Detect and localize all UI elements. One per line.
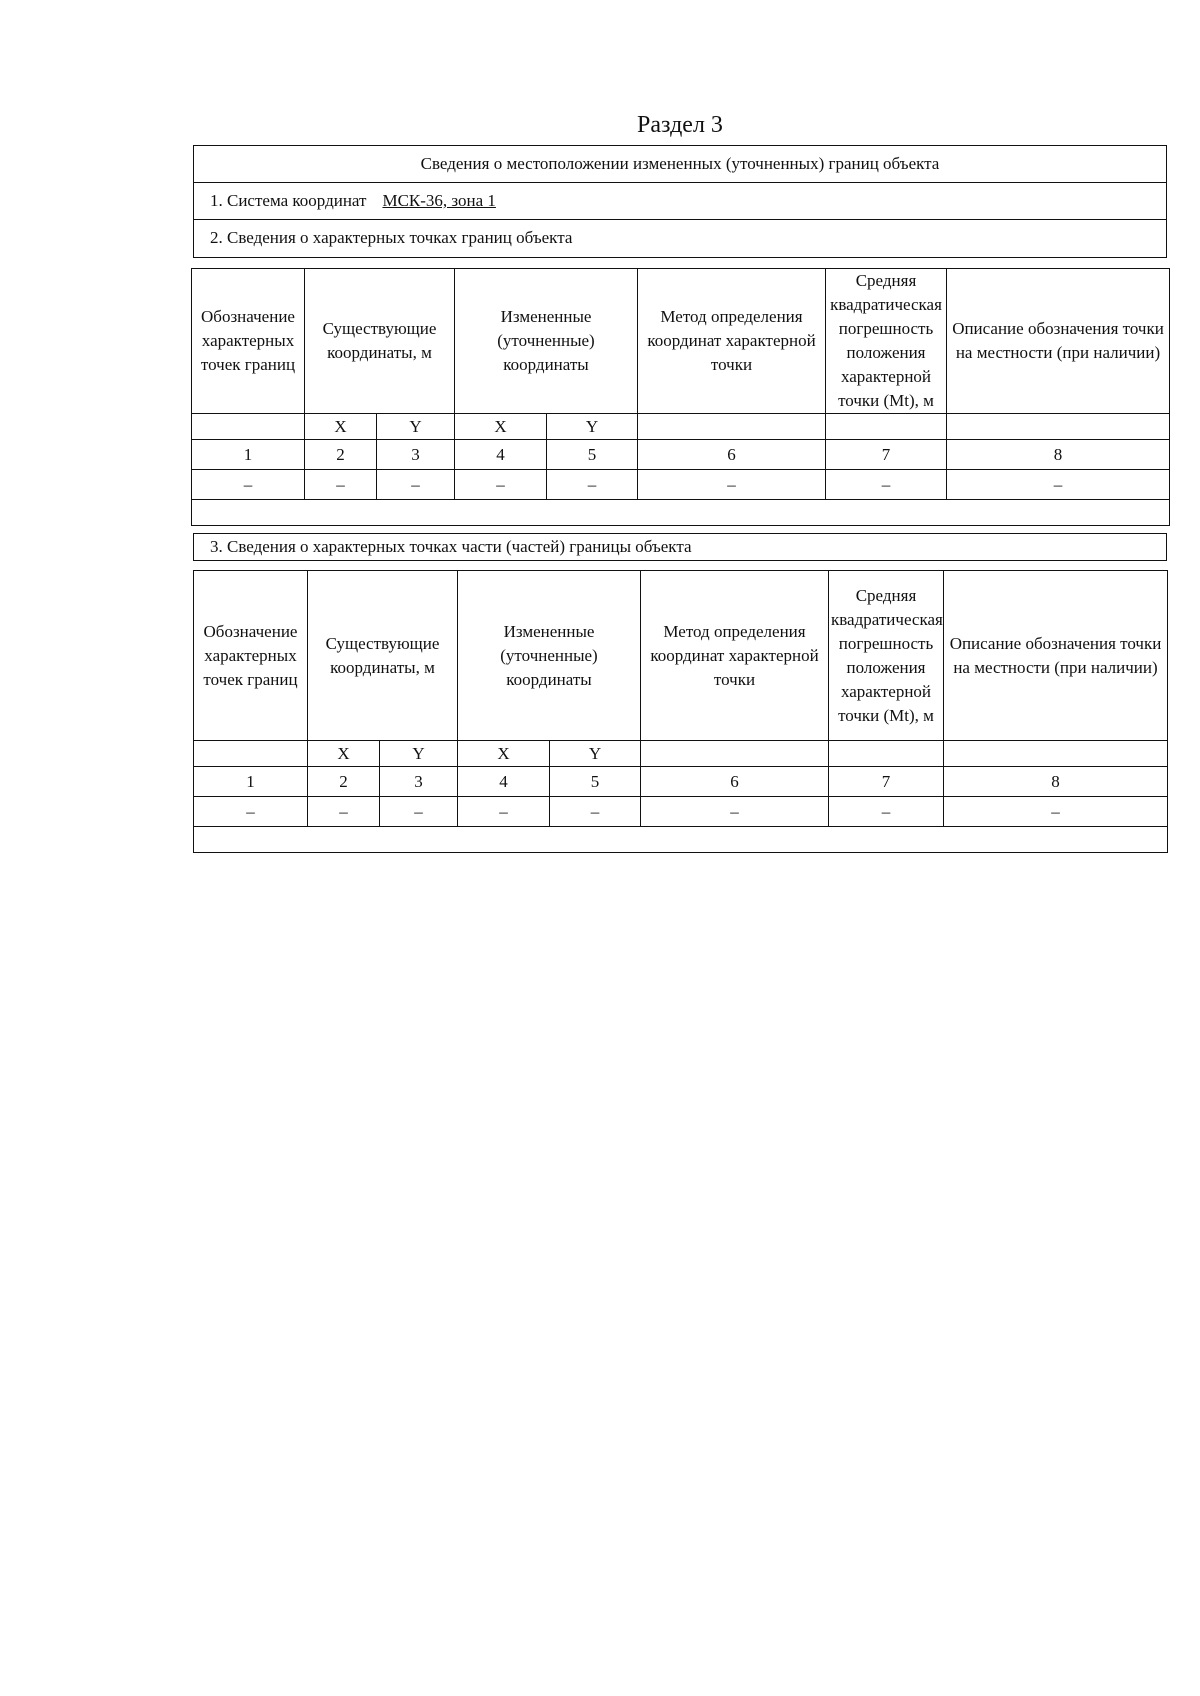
col-number: 4 [455, 440, 547, 470]
col-number: 8 [944, 767, 1168, 797]
section3-label: 3. Сведения о характерных точках части (частей) границы объекта [193, 533, 1167, 561]
xy-empty [826, 414, 947, 440]
points-label: 2. Сведения о характерных точках границ объекта [210, 228, 573, 247]
xy-empty [947, 414, 1170, 440]
col-number: 1 [194, 767, 308, 797]
col-mean-error: Средняя квадратическая погрешность положения характерной точки (Mt), м [826, 269, 947, 414]
coord-system-value: МСК-36, зона 1 [382, 191, 496, 210]
xy-empty [641, 741, 829, 767]
section-title: Раздел 3 [637, 112, 723, 138]
col-description: Описание обозначения точки на местности (при наличии) [947, 269, 1170, 414]
dash-cell: – [455, 470, 547, 500]
boundary-points-table [191, 268, 1170, 526]
dash-cell: – [550, 797, 641, 827]
col-number: 2 [308, 767, 380, 797]
y-header: Y [377, 414, 455, 440]
empty-row [194, 827, 1168, 853]
dash-cell: – [638, 470, 826, 500]
xy-empty [192, 414, 305, 440]
col-description: Описание обозначения точки на местности (при наличии) [944, 571, 1168, 741]
col-changed-coords: Измененные (уточненные) координаты [455, 269, 638, 414]
col-number: 8 [947, 440, 1170, 470]
xy-empty [829, 741, 944, 767]
xy-empty [194, 741, 308, 767]
dash-cell: – [194, 797, 308, 827]
dash-cell: – [308, 797, 380, 827]
col-point-designation: Обозначение характерных точек границ [192, 269, 305, 414]
col-point-designation: Обозначение характерных точек границ [194, 571, 308, 741]
col-method: Метод определения координат характерной точки [638, 269, 826, 414]
dash-cell: – [641, 797, 829, 827]
dash-cell: – [947, 470, 1170, 500]
col-number: 6 [638, 440, 826, 470]
col-number: 6 [641, 767, 829, 797]
dash-cell: – [305, 470, 377, 500]
col-changed-coords: Измененные (уточненные) координаты [458, 571, 641, 741]
header-caption: Сведения о местоположении измененных (уточненных) границ объекта [194, 146, 1166, 183]
col-number: 7 [829, 767, 944, 797]
xy-empty [944, 741, 1168, 767]
x-header: X [308, 741, 380, 767]
dash-cell: – [829, 797, 944, 827]
col-number: 5 [550, 767, 641, 797]
y-header: Y [380, 741, 458, 767]
x-header: X [458, 741, 550, 767]
coord-system-row [194, 183, 1166, 220]
col-method: Метод определения координат характерной точки [641, 571, 829, 741]
col-number: 7 [826, 440, 947, 470]
y-header: Y [550, 741, 641, 767]
dash-cell: – [547, 470, 638, 500]
col-number: 3 [377, 440, 455, 470]
y-header: Y [547, 414, 638, 440]
empty-row [192, 500, 1170, 526]
dash-cell: – [192, 470, 305, 500]
col-number: 2 [305, 440, 377, 470]
dash-cell: – [380, 797, 458, 827]
xy-empty [638, 414, 826, 440]
col-mean-error: Средняя квадратическая погрешность положения характерной точки (Mt), м [829, 571, 944, 741]
x-header: X [305, 414, 377, 440]
col-number: 1 [192, 440, 305, 470]
col-number: 4 [458, 767, 550, 797]
dash-cell: – [944, 797, 1168, 827]
dash-cell: – [458, 797, 550, 827]
col-existing-coords: Существующие координаты, м [305, 269, 455, 414]
dash-cell: – [377, 470, 455, 500]
col-number: 3 [380, 767, 458, 797]
x-header: X [455, 414, 547, 440]
col-number: 5 [547, 440, 638, 470]
dash-cell: – [826, 470, 947, 500]
col-existing-coords: Существующие координаты, м [308, 571, 458, 741]
header-box [193, 145, 1167, 258]
coord-system-label: 1. Система координат [210, 191, 367, 210]
part-boundary-points-table [193, 570, 1168, 853]
